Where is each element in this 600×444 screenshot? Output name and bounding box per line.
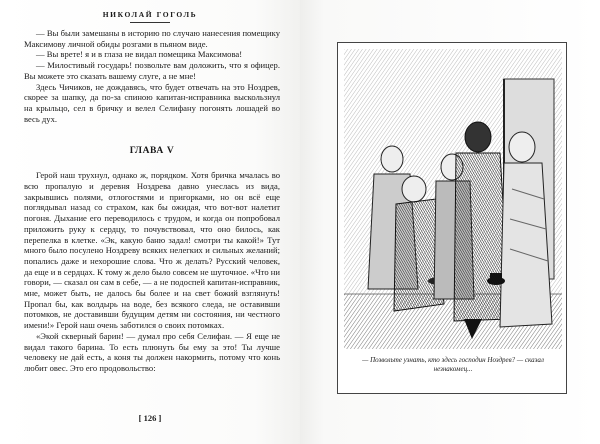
running-head-rule	[130, 22, 170, 23]
paragraph: «Экой скверный барин! — думал про себя Селифан. — Я еще не видал такого барина. То есть плюнуть бы ему за это! Ты лучше человеку не дай есть, а коня ты должен накормить, потому что конь любит овес. Это его продовольство:	[24, 330, 280, 373]
paragraph: — Милостивый государь! позвольте вам доложить, что я офицер. Вы можете это сказать вашему слуге, а не мне!	[24, 60, 280, 81]
chapter-heading: ГЛАВА V	[129, 146, 175, 157]
illustration-frame	[337, 42, 567, 394]
paragraph: Здесь Чичиков, не дождавясь, что будет отвечать на это Ноздрев, скорее за шапку, да по-за спиною капитан-исправника выскользнул на крыльцо, сел в бричку и велел Селифану погонять лошадей во весь дух.	[24, 81, 280, 124]
running-head: НИКОЛАЙ ГОГОЛЬ	[102, 10, 198, 19]
body-text	[24, 28, 280, 374]
engraving-illustration	[344, 49, 562, 349]
paragraph: Герой наш трухнул, однако ж, порядком. Хотя бричка мчалась во всю пропалую и деревня Ноздрева давно унеслась из вида, закрывшись полями, отлогостями и пригорками, но он всё еще поглядывал назад со страхом, как бы ожидая, что вот-вот налетит погоня. Дыхание его переводилось с трудом, и когда он попробовал приложить руку к сердцу, то почувствовал, что оно билось, как перепелка в клетке. «Эк, какую баню задал! смотри ты какой!» Тут много было посулено Ноздреву всяких нелегких и сильных желаний; попались даже и нехорошие слова. Что ж делать? Русский человек, да еще и в сердцах. К тому ж дело было совсем не шуточное. «Что ни говори, — сказал он сам в себе, — а не подоспей капитан-исправник, мне, может быть, не далось бы более и на свет божий взглянуть! Пропал бы, как волдырь на воде, без всякого следа, не оставивши потомков, не доставивши будущим детям ни состояния, ни честного имени!» Герой наш очень заботился о своих потомках.	[24, 170, 280, 331]
paragraph: — Вы врете! я и в глаза не видал помещика Максимова!	[36, 49, 243, 60]
illustration-caption: — Позвольте узнать, кто здесь господин Ноздрев? — сказал незнакомец...	[362, 356, 544, 373]
paragraph: — Вы были замешаны в историю по случаю нанесения помещику Максимову личной обиды розгами в пьяном виде.	[24, 28, 280, 49]
page-number: [ 126 ]	[138, 413, 162, 423]
